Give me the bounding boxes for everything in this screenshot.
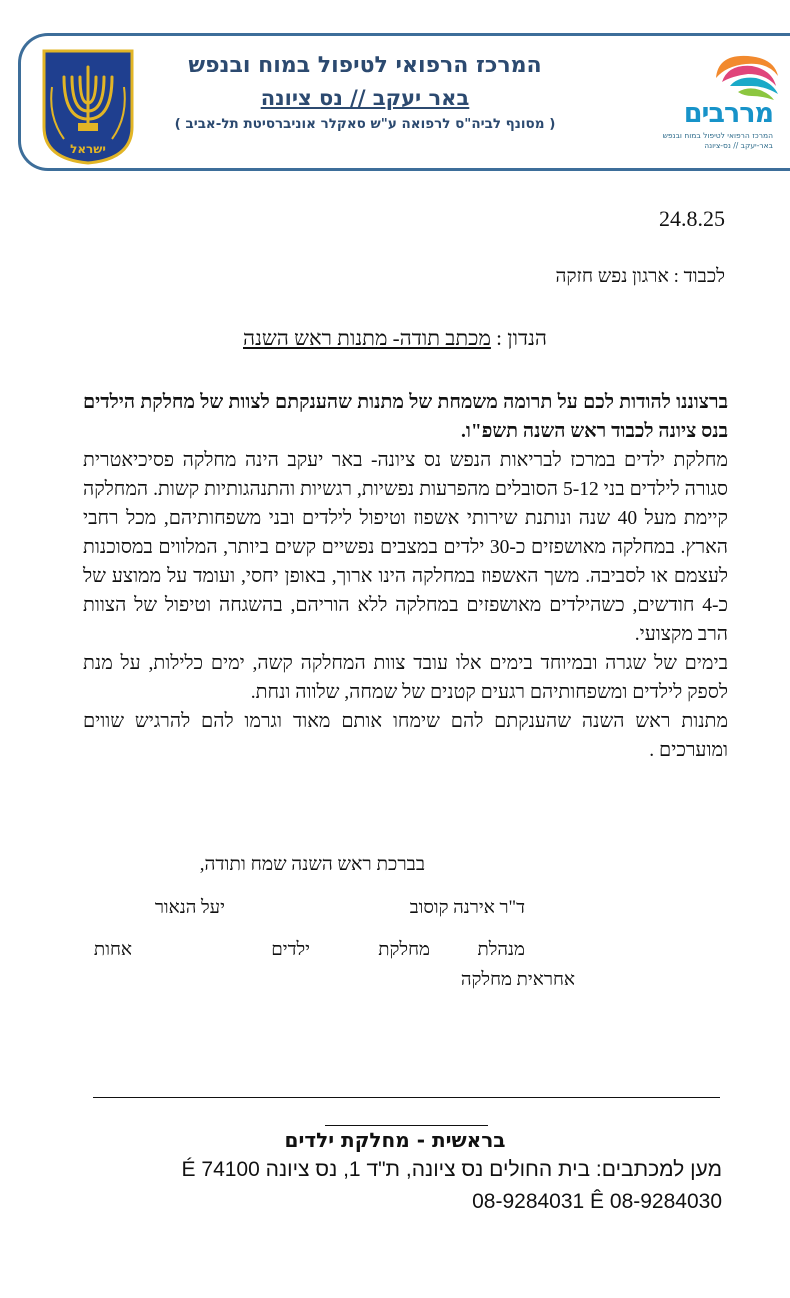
institution-name: המרכז הרפואי לטיפול במוח ובנפש (188, 53, 542, 78)
institution-location (150, 86, 580, 110)
letter-recipient: לכבוד : ארגון נפש חזקה (555, 266, 725, 287)
footer-phones: 08-9284031 Ê 08-9284030 (472, 1190, 722, 1213)
institution-location-text: באר יעקב // נס ציונה (260, 86, 470, 110)
signer-role-word: ילדים (271, 940, 310, 960)
signer-role-2: אחראית מחלקה (460, 970, 575, 990)
letter-date: 24.8.25 (659, 206, 725, 231)
logo-swirl-icon (708, 48, 784, 104)
logo-tagline-1: המרכז הרפואי לטיפול במוח ובנפש (662, 131, 773, 140)
institution-affiliation: ( מסונף לביה"ס לרפואה ע"ש סאקלר אוניברסיטת תל-אביב ) (174, 116, 556, 132)
signer-name-2: יעל הנאור (154, 898, 225, 918)
body-paragraph-2: בימים של שגרה ובמיוחד בימים אלו עובד צוות המחלקה קשה, ימים כלילות, על מנת לספק לילדים ומשפחותיהם רגעים קטנים של שמחה, שלווה ונחת. (83, 653, 728, 703)
body-intro: ברצוננו להודות לכם על תרומה משמחת של מתנות שהענקתם לצוות של מחלקת הילדים בנס ציונה לכבוד ראש השנה תשפ"ו. (83, 392, 728, 442)
letter-body (83, 388, 728, 765)
letter-subject (0, 326, 790, 351)
subject-text: מכתב תודה- מתנות ראש השנה (243, 326, 491, 350)
signer-role-word: מחלקת (378, 940, 430, 960)
footer-divider (93, 1097, 720, 1098)
footer-address: מען למכתבים: בית החולים נס ציונה, ת"ד 1, נס ציונה 74100 É (181, 1158, 722, 1181)
body-paragraph-1: מחלקת ילדים במרכז לבריאות הנפש נס ציונה- באר יעקב הינה מחלקה פסיכיאטרית סגורה לילדים בני 5-12 הסובלים מהפרעות נפשיות, רגשיות והתנהגותיות קשות. המחלקה קיימת מעל 40 שנה ונותנת שירותי אשפוז וטיפול לילדים ובני משפחותיהם, מכל רחבי הארץ. במחלקה מאושפזים כ-30 ילדים במצבים נפשיים קשים ביותר, המלווים במסוכנות לעצמם או לסביבה. משך האשפוז במחלקה הינו ארוך, באופן יחסי, ועומד על ממוצע של כ-4 חודשים, כשהילדים מאושפזים במחלקה ללא הוריהם, בהשגחה וטיפול של הצוות הרב מקצועי. (83, 450, 728, 645)
subject-prefix: הנדון : (490, 326, 547, 350)
signer-role-word: אחות (93, 940, 132, 960)
signer-name-1: ד"ר אירנה קוסוב (409, 898, 525, 918)
body-paragraph-3: מתנות ראש השנה שהענקתם להם שימחו אותם מאוד וגרמו להם להרגיש שווים ומוערכים . (83, 711, 728, 761)
letter-closing: בברכת ראש השנה שמח ותודה, (199, 854, 425, 875)
signer-role-word: מנהלת (477, 940, 525, 960)
footer-title: בראשית - מחלקת ילדים (284, 1128, 506, 1152)
logo-tagline-2: באר-יעקב // נס-ציונה (704, 141, 773, 150)
israel-emblem-icon (40, 47, 136, 165)
footer-divider-short (325, 1125, 488, 1126)
emblem-label: ישראל (70, 142, 106, 156)
logo-wordmark: מררבים (683, 98, 773, 129)
